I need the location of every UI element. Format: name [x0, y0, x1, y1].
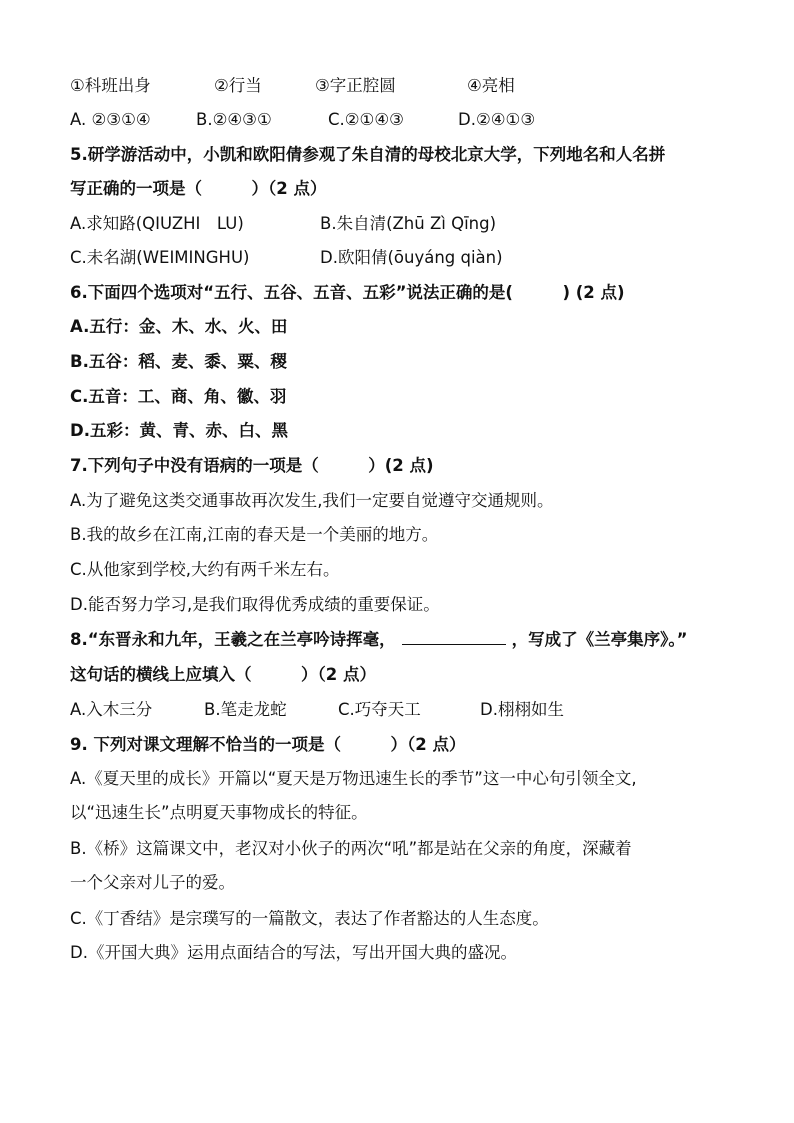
- q6-stem: 6.下面四个选项对“五行、五谷、五音、五彩”说法正确的是( ) (2 点): [70, 283, 625, 302]
- q7-option-c: C.从他家到学校,大约有两千米左右。: [70, 560, 340, 579]
- q4-choice-d: D.②④①③: [458, 110, 536, 129]
- q4-option-1: ①科班出身: [70, 76, 151, 95]
- q8-answer-blank: [402, 628, 506, 645]
- q5-stem-line1: 5.研学游活动中，小凯和欧阳倩参观了朱自清的母校北京大学，下列地名和人名拼: [70, 145, 666, 164]
- q5-option-a: A.求知路(QIUZHI LU): [70, 214, 244, 233]
- q8-option-b: B.笔走龙蛇: [204, 700, 287, 719]
- q8-option-d: D.栩栩如生: [480, 700, 564, 719]
- q9-option-d: D.《开国大典》运用点面结合的写法，写出开国大典的盛况。: [70, 943, 517, 962]
- q9-option-c: C.《丁香结》是宗璞写的一篇散文，表达了作者豁达的人生态度。: [70, 909, 549, 928]
- q6-option-c: C.五音：工、商、角、徽、羽: [70, 387, 287, 406]
- q4-option-2: ②行当: [214, 76, 262, 95]
- q5-option-b: B.朱自清(Zhū Zì Qīng): [320, 214, 497, 233]
- q9-option-a-line2: 以“迅速生长”点明夏天事物成长的特征。: [70, 803, 368, 822]
- q8-option-a: A.入木三分: [70, 700, 153, 719]
- q7-option-b: B.我的故乡在江南,江南的春天是一个美丽的地方。: [70, 525, 439, 544]
- q9-stem: 9. 下列对课文理解不恰当的一项是（ ）（2 点）: [70, 735, 466, 754]
- q8-stem-pre: 8.“东晋永和九年，王羲之在兰亭吟诗挥毫，: [70, 630, 396, 649]
- q8-stem-post: ，写成了《兰亭集序》。”: [511, 630, 688, 649]
- q9-option-b-line1: B.《桥》这篇课文中，老汉对小伙子的两次“吼”都是站在父亲的角度，深藏着: [70, 839, 632, 858]
- q5-stem-line2: 写正确的一项是（ ）（2 点）: [70, 179, 327, 198]
- q6-option-b: B.五谷：稻、麦、黍、粟、稷: [70, 352, 287, 371]
- q9-option-b-line2: 一个父亲对儿子的爱。: [70, 873, 235, 892]
- q8-stem-line2: 这句话的横线上应填入（ ）（2 点）: [70, 665, 376, 684]
- q9-option-a-line1: A.《夏天里的成长》开篇以“夏天是万物迅速生长的季节”这一中心句引领全文,: [70, 769, 637, 788]
- q8-option-c: C.巧夺天工: [338, 700, 421, 719]
- q4-choice-b: B.②④③①: [196, 110, 272, 129]
- q8-stem-line1: [70, 628, 687, 652]
- q7-stem: 7.下列句子中没有语病的一项是（ ）(2 点): [70, 456, 434, 475]
- q5-option-c: C.未名湖(WEIMINGHU): [70, 248, 250, 267]
- q7-option-a: A.为了避免这类交通事故再次发生,我们一定要自觉遵守交通规则。: [70, 491, 554, 510]
- q4-option-4: ④亮相: [467, 76, 515, 95]
- q4-choice-a: A. ②③①④: [70, 110, 151, 129]
- q7-option-d: D.能否努力学习,是我们取得优秀成绩的重要保证。: [70, 595, 440, 614]
- q4-choice-c: C.②①④③: [328, 110, 404, 129]
- q4-option-3: ③字正腔圆: [315, 76, 396, 95]
- q6-option-a: A.五行：金、木、水、火、田: [70, 317, 288, 336]
- q5-option-d: D.欧阳倩(ōuyáng qiàn): [320, 248, 503, 267]
- q6-option-d: D.五彩：黄、青、赤、白、黑: [70, 421, 288, 440]
